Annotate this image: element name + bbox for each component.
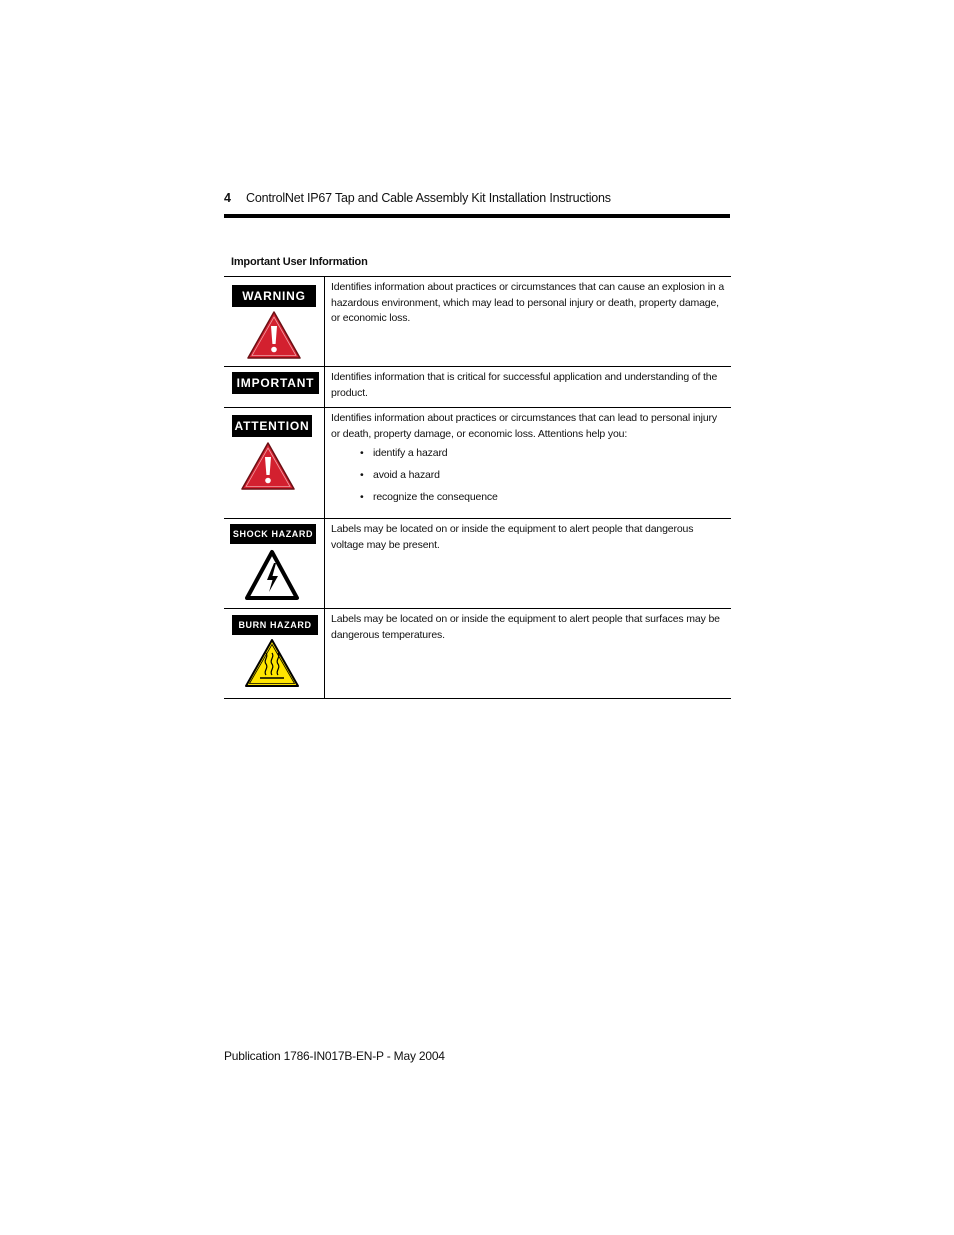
attention-row bbox=[224, 408, 731, 519]
attention-icon-cell bbox=[224, 408, 325, 519]
lightning-triangle-icon bbox=[244, 549, 300, 601]
important-text: Identifies information that is critical for successful application and understanding of the product. bbox=[325, 367, 732, 408]
shock-hazard-badge: SHOCK HAZARD bbox=[230, 524, 316, 544]
burn-hazard-icon-cell bbox=[224, 609, 325, 699]
shock-hazard-row bbox=[224, 519, 731, 609]
list-item: • identify a hazard bbox=[373, 446, 725, 462]
burn-hazard-text: Labels may be located on or inside the equipment to alert people that surfaces may be dangerous temperatures. bbox=[325, 609, 732, 699]
heat-triangle-icon bbox=[243, 637, 301, 689]
shock-hazard-icon-cell bbox=[224, 519, 325, 609]
warning-text: Identifies information about practices or circumstances that can cause an explosion in a hazardous environment, which may lead to personal injury or death, property damage, or economic loss. bbox=[325, 277, 732, 367]
warning-badge: WARNING bbox=[232, 285, 316, 307]
important-badge: IMPORTANT bbox=[232, 372, 319, 394]
important-icon-cell bbox=[224, 367, 325, 408]
warning-icon-cell bbox=[224, 277, 325, 367]
attention-badge: ATTENTION bbox=[232, 415, 312, 437]
attention-text: Identifies information about practices or circumstances that can lead to personal injury or death, property damage, or economic loss. Attentions help you: bbox=[331, 412, 718, 440]
exclamation-triangle-icon bbox=[239, 440, 297, 492]
list-item: • avoid a hazard bbox=[373, 468, 725, 484]
section-title: Important User Information bbox=[231, 256, 368, 268]
attention-text-cell bbox=[325, 408, 732, 519]
important-row bbox=[224, 367, 731, 408]
header-rule bbox=[224, 214, 730, 218]
user-info-table bbox=[224, 276, 731, 699]
shock-hazard-text: Labels may be located on or inside the equipment to alert people that dangerous voltage may be present. bbox=[325, 519, 732, 609]
burn-hazard-row bbox=[224, 609, 731, 699]
warning-row bbox=[224, 277, 731, 367]
list-item: • recognize the consequence bbox=[373, 490, 725, 506]
burn-hazard-badge: BURN HAZARD bbox=[232, 615, 318, 635]
document-title: ControlNet IP67 Tap and Cable Assembly Kit Installation Instructions bbox=[246, 191, 611, 205]
exclamation-triangle-icon bbox=[245, 309, 303, 361]
attention-bullet-list bbox=[331, 446, 725, 506]
publication-footer: Publication 1786-IN017B-EN-P - May 2004 bbox=[224, 1049, 445, 1063]
page-number: 4 bbox=[224, 191, 231, 205]
page-header bbox=[224, 191, 730, 205]
